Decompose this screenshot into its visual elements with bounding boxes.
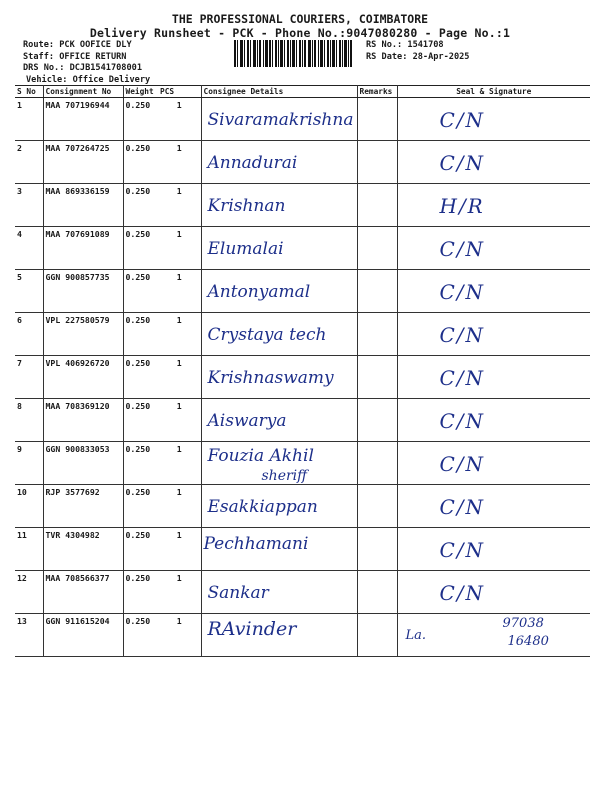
consignee-name: Pechhamani	[203, 534, 309, 554]
pcs-cell: 1	[158, 528, 201, 571]
weight-cell: 0.250	[123, 313, 158, 356]
pcs-cell: 1	[158, 141, 201, 184]
sno-cell: 7	[15, 356, 43, 399]
consignment-cell: VPL 406926720	[43, 356, 123, 399]
sno-cell: 1	[15, 98, 43, 141]
sno-cell: 11	[15, 528, 43, 571]
sno-cell: 9	[15, 442, 43, 485]
consignee-name: Crystaya tech	[207, 325, 327, 345]
consignee-cell	[201, 399, 357, 442]
pcs-cell: 1	[158, 356, 201, 399]
sno-cell: 13	[15, 614, 43, 657]
weight-cell: 0.250	[123, 227, 158, 270]
pcs-cell: 1	[158, 313, 201, 356]
col-consignee: Consignee Details	[201, 86, 357, 98]
remarks-cell	[357, 528, 397, 571]
seal-cell	[397, 571, 590, 614]
col-seal: Seal & Signature	[397, 86, 590, 98]
seal-cell	[397, 313, 590, 356]
consignee-name: Annadurai	[207, 153, 298, 173]
pcs-cell: 1	[158, 98, 201, 141]
consignee-name: Sankar	[207, 583, 269, 603]
consignee-name: Krishnan	[207, 196, 286, 216]
table-row	[15, 270, 590, 313]
seal-cell	[397, 442, 590, 485]
seal-cell	[397, 356, 590, 399]
weight-cell: 0.250	[123, 614, 158, 657]
weight-cell: 0.250	[123, 571, 158, 614]
consignee-cell	[201, 184, 357, 227]
seal-mark: C/N	[439, 538, 486, 562]
table-row	[15, 614, 590, 657]
weight-cell: 0.250	[123, 399, 158, 442]
rs-number: RS No.: 1541708	[366, 40, 444, 50]
consignee-cell	[201, 614, 357, 657]
table-row	[15, 141, 590, 184]
remarks-cell	[357, 442, 397, 485]
pcs-cell: 1	[158, 442, 201, 485]
pcs-cell: 1	[158, 571, 201, 614]
consignee-name: Aiswarya	[207, 411, 287, 431]
signature-number: 16480	[507, 634, 549, 649]
weight-cell: 0.250	[123, 528, 158, 571]
pcs-cell: 1	[158, 227, 201, 270]
consignee-cell	[201, 313, 357, 356]
consignment-cell: VPL 227580579	[43, 313, 123, 356]
seal-cell	[397, 98, 590, 141]
consignee-name-line2: sheriff	[261, 468, 308, 484]
consignee-cell	[201, 98, 357, 141]
consignment-cell: MAA 707691089	[43, 227, 123, 270]
weight-cell: 0.250	[123, 98, 158, 141]
pcs-cell: 1	[158, 399, 201, 442]
rs-date: RS Date: 28-Apr-2025	[366, 51, 470, 62]
route-label: Route: PCK OOFICE DLY	[23, 40, 132, 50]
consignment-cell: MAA 707264725	[43, 141, 123, 184]
consignee-name: Elumalai	[207, 239, 284, 259]
consignment-cell: MAA 708369120	[43, 399, 123, 442]
seal-mark: C/N	[439, 108, 486, 132]
sno-cell: 2	[15, 141, 43, 184]
remarks-cell	[357, 399, 397, 442]
remarks-cell	[357, 356, 397, 399]
table-row	[15, 571, 590, 614]
seal-cell	[397, 528, 590, 571]
consignment-cell: GGN 900857735	[43, 270, 123, 313]
pcs-cell: 1	[158, 485, 201, 528]
sno-cell: 3	[15, 184, 43, 227]
weight-cell: 0.250	[123, 485, 158, 528]
weight-cell: 0.250	[123, 184, 158, 227]
table-row	[15, 442, 590, 485]
table-row	[15, 399, 590, 442]
staff-label: Staff: OFFICE RETURN	[23, 51, 127, 62]
barcode	[234, 40, 352, 67]
runsheet-table	[15, 85, 590, 657]
remarks-cell	[357, 270, 397, 313]
seal-mark: C/N	[439, 495, 486, 519]
col-remarks: Remarks	[357, 86, 397, 98]
col-weight: Weight	[123, 86, 158, 98]
runsheet-title: Delivery Runsheet - PCK - Phone No.:9047080280 - Page No.:1	[89, 26, 511, 40]
consignment-cell: RJP 3577692	[43, 485, 123, 528]
consignment-cell: MAA 707196944	[43, 98, 123, 141]
table-row	[15, 528, 590, 571]
seal-mark: C/N	[439, 237, 486, 261]
sno-cell: 6	[15, 313, 43, 356]
table-row	[15, 485, 590, 528]
consignee-cell	[201, 528, 357, 571]
seal-mark: H/R	[439, 194, 485, 218]
seal-cell	[397, 141, 590, 184]
signature-number: 97038	[502, 616, 544, 631]
seal-mark: C/N	[439, 366, 486, 390]
seal-mark: C/N	[439, 409, 486, 433]
seal-mark: C/N	[439, 151, 486, 175]
consignee-cell	[201, 141, 357, 184]
consignee-cell	[201, 442, 357, 485]
table-header-row	[15, 86, 590, 98]
weight-cell: 0.250	[123, 442, 158, 485]
consignment-cell: GGN 911615204	[43, 614, 123, 657]
consignee-cell	[201, 485, 357, 528]
seal-cell	[397, 614, 590, 657]
company-title: THE PROFESSIONAL COURIERS, COIMBATORE	[171, 12, 429, 26]
consignee-cell	[201, 571, 357, 614]
sno-cell: 4	[15, 227, 43, 270]
sno-cell: 8	[15, 399, 43, 442]
sno-cell: 5	[15, 270, 43, 313]
consignee-name: Antonyamal	[207, 282, 311, 302]
pcs-cell: 1	[158, 184, 201, 227]
col-consignment: Consignment No	[43, 86, 123, 98]
remarks-cell	[357, 485, 397, 528]
consignment-cell: MAA 708566377	[43, 571, 123, 614]
consignee-name: Krishnaswamy	[207, 368, 334, 388]
remarks-cell	[357, 98, 397, 141]
pcs-cell: 1	[158, 614, 201, 657]
vehicle-label: Vehicle: Office Delivery	[26, 74, 151, 85]
weight-cell: 0.250	[123, 270, 158, 313]
consignment-cell: MAA 869336159	[43, 184, 123, 227]
consignee-name: Esakkiappan	[207, 497, 318, 517]
remarks-cell	[357, 614, 397, 657]
sno-cell: 10	[15, 485, 43, 528]
table-row	[15, 356, 590, 399]
consignment-cell: GGN 900833053	[43, 442, 123, 485]
table-row	[15, 313, 590, 356]
route-info	[23, 40, 150, 86]
consignee-cell	[201, 270, 357, 313]
weight-cell: 0.250	[123, 141, 158, 184]
col-sno: S No	[15, 86, 43, 98]
seal-mark: C/N	[439, 452, 486, 476]
remarks-cell	[357, 184, 397, 227]
weight-cell: 0.250	[123, 356, 158, 399]
seal-cell	[397, 399, 590, 442]
seal-cell	[397, 485, 590, 528]
consignee-name: Fouzia Akhil	[207, 446, 314, 466]
consignee-name: Sivaramakrishna	[207, 110, 354, 130]
remarks-cell	[357, 313, 397, 356]
remarks-cell	[357, 227, 397, 270]
drs-number: DRS No.: DCJB1541708001	[23, 63, 142, 73]
seal-mark: C/N	[439, 581, 486, 605]
consignment-cell: TVR 4304982	[43, 528, 123, 571]
table-row	[15, 184, 590, 227]
signature: La.	[405, 628, 427, 643]
sno-cell: 12	[15, 571, 43, 614]
consignee-cell	[201, 356, 357, 399]
seal-mark: C/N	[439, 280, 486, 304]
seal-cell	[397, 227, 590, 270]
remarks-cell	[357, 141, 397, 184]
consignee-name: RAvinder	[207, 618, 297, 640]
col-pcs: PCS	[158, 86, 201, 98]
table-row	[15, 227, 590, 270]
consignee-cell	[201, 227, 357, 270]
table-row	[15, 98, 590, 141]
pcs-cell: 1	[158, 270, 201, 313]
seal-cell	[397, 270, 590, 313]
seal-cell	[397, 184, 590, 227]
remarks-cell	[357, 571, 397, 614]
seal-mark: C/N	[439, 323, 486, 347]
rs-info	[366, 40, 469, 63]
